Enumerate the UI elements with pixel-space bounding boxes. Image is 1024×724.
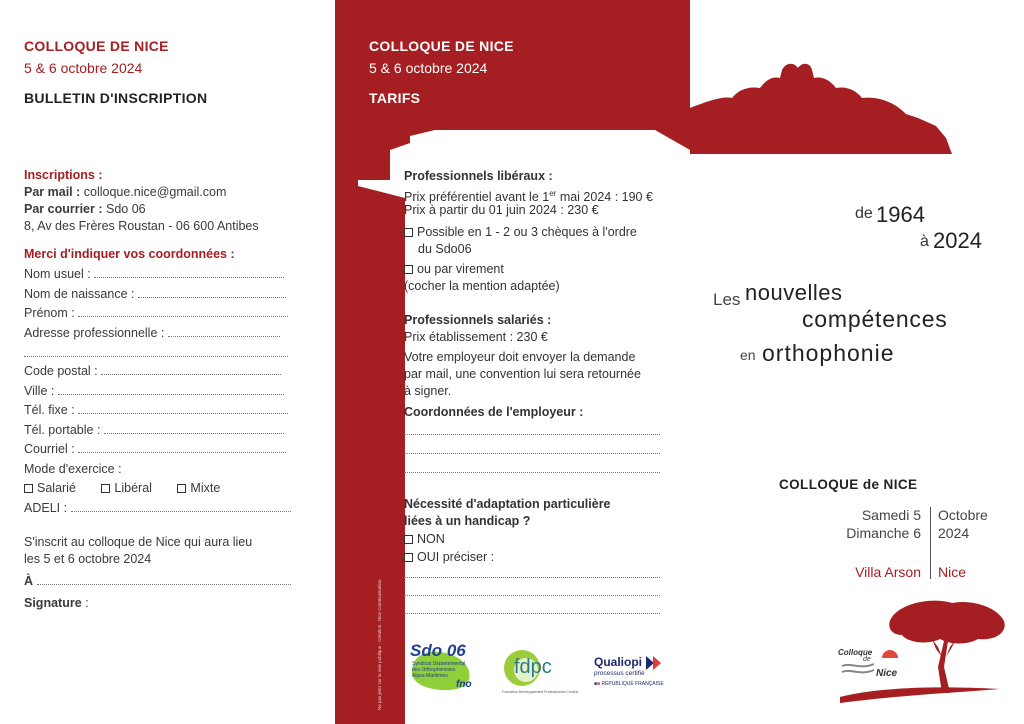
courrier-label: Par courrier : — [24, 202, 103, 216]
price-text: Prix préférentiel avant le 1 — [404, 190, 550, 205]
les-label: Les — [713, 290, 741, 309]
field-label: Prénom : — [24, 306, 75, 320]
fdpc-text: fdpc — [514, 656, 552, 678]
year-2024: 2024 — [933, 228, 982, 253]
checkbox-oui[interactable] — [404, 549, 494, 566]
sal-price: Prix établissement : 230 € — [404, 330, 548, 344]
handicap-heading-1: Nécessité d'adaptation particulière — [404, 497, 611, 511]
logo-text-nice: Nice — [876, 668, 898, 679]
employer-heading: Coordonnées de l'employeur : — [404, 405, 584, 419]
sdo-title: Sdo 06 — [410, 641, 466, 660]
credits-vertical: Ne pas jeter sur la voie publique - Création : Nice Communication — [377, 579, 382, 710]
field-prenom[interactable] — [24, 306, 288, 320]
address-line-2[interactable] — [24, 356, 288, 357]
option-label: Mixte — [190, 481, 221, 495]
colloque-de-nice: COLLOQUE de NICE — [779, 477, 918, 492]
option-cheques-cont: du Sdo06 — [418, 242, 472, 256]
city: Nice — [938, 564, 967, 580]
waves-icon — [840, 660, 876, 678]
left-dates: 5 & 6 octobre 2024 — [24, 60, 143, 76]
address: 8, Av des Frères Roustan - 06 600 Antibes — [24, 219, 259, 233]
nouvelles-word: nouvelles — [745, 280, 843, 305]
logo-text-de: de — [863, 656, 871, 663]
date-divider — [930, 507, 931, 579]
sal-text-3: à signer. — [404, 384, 452, 398]
field-tel-fixe[interactable] — [24, 403, 288, 417]
field-label: Adresse professionnelle : — [24, 326, 165, 340]
lib-heading: Professionnels libéraux : — [404, 169, 553, 183]
de-label: de — [855, 205, 873, 222]
handicap-line-2[interactable] — [404, 595, 660, 596]
field-label: Nom usuel : — [24, 267, 91, 281]
month: Octobre — [938, 507, 988, 523]
field-adeli[interactable] — [24, 501, 291, 515]
year: 2024 — [938, 525, 970, 541]
fdpc-sub: Formation Développement Professionnel Continu — [502, 690, 579, 694]
field-label: Code postal : — [24, 364, 98, 378]
fno-text: fno — [456, 679, 472, 690]
qualiopi-sub: processus certifié — [594, 670, 645, 677]
fdpc-logo — [502, 648, 579, 696]
field-label: Signature — [24, 596, 82, 610]
option-virement[interactable] — [404, 261, 504, 278]
mid-dates: 5 & 6 octobre 2024 — [369, 60, 488, 76]
mail-label: Par mail : — [24, 185, 81, 199]
field-mode-exercice: Mode d'exercice : — [24, 462, 122, 476]
sdo-sub-3: Alpes-Maritimes — [412, 673, 448, 679]
inscriptions-label: Inscriptions : — [24, 168, 103, 182]
sal-heading: Professionnels salariés : — [404, 313, 552, 327]
handicap-line-1[interactable] — [404, 577, 660, 578]
field-code-postal[interactable] — [24, 364, 281, 378]
field-nom-naissance[interactable] — [24, 287, 286, 301]
employer-line-1[interactable] — [404, 434, 660, 435]
lib-price-2: Prix à partir du 01 juin 2024 : 230 € — [404, 203, 599, 217]
price-text: mai 2024 : 190 € — [556, 190, 653, 205]
qualiopi-logo — [594, 655, 668, 689]
competences-word: compétences — [802, 306, 948, 332]
checkbox-liberal[interactable] — [101, 481, 152, 495]
villa-roof — [690, 58, 960, 154]
mode-options — [24, 481, 220, 495]
mid-org-title: COLLOQUE DE NICE — [369, 38, 514, 54]
field-label: Nom de naissance : — [24, 287, 135, 301]
option-label: ou par virement — [417, 262, 504, 276]
tarifs-title: TARIFS — [369, 90, 421, 106]
field-label: Ville : — [24, 384, 55, 398]
rf-text: ■■ RÉPUBLIQUE FRANÇAISE — [594, 681, 664, 687]
field-tel-portable[interactable] — [24, 423, 284, 437]
qualiopi-text: Qualiopi — [594, 655, 642, 669]
field-adresse[interactable] — [24, 326, 280, 340]
checkbox-mixte[interactable] — [177, 481, 220, 495]
field-label: Tél. fixe : — [24, 403, 75, 417]
signature-colon: : — [81, 596, 89, 610]
en-label: en — [740, 347, 756, 363]
sdo-sub-1: Syndicat Départemental — [412, 661, 466, 667]
field-signature[interactable] — [24, 596, 89, 610]
option-label: OUI préciser : — [417, 550, 495, 564]
field-a[interactable] — [24, 574, 291, 588]
field-label: À — [24, 574, 34, 588]
day-1: Samedi 5 — [861, 507, 921, 523]
field-ville[interactable] — [24, 384, 284, 398]
option-label: Possible en 1 - 2 ou 3 chèques à l'ordre — [417, 225, 637, 239]
lib-note: (cocher la mention adaptée) — [404, 279, 560, 293]
mail-value[interactable]: colloque.nice@gmail.com — [83, 185, 227, 199]
field-label: ADELI : — [24, 501, 68, 515]
option-label: NON — [417, 532, 445, 546]
sal-text-1: Votre employeur doit envoyer la demande — [404, 350, 636, 364]
year-1964: 1964 — [876, 202, 925, 227]
sal-text-2: par mail, une convention lui sera retournée — [404, 367, 641, 381]
field-label: Tél. portable : — [24, 423, 101, 437]
bulletin-title: BULLETIN D'INSCRIPTION — [24, 90, 208, 106]
checkbox-salarie[interactable] — [24, 481, 76, 495]
sdo06-logo — [408, 641, 478, 693]
sun-icon — [880, 646, 900, 660]
handicap-heading-2: liées à un handicap ? — [404, 514, 531, 528]
checkbox-non[interactable] — [404, 531, 445, 548]
inscrit-line-2: les 5 et 6 octobre 2024 — [24, 552, 152, 566]
left-org-title: COLLOQUE DE NICE — [24, 38, 169, 54]
logo-text-colloque: Colloque — [838, 648, 873, 657]
option-label: Libéral — [114, 481, 152, 495]
courrier-line — [24, 202, 146, 216]
field-courriel[interactable] — [24, 442, 286, 456]
mail-line — [24, 185, 226, 199]
day-2: Dimanche 6 — [846, 525, 921, 541]
option-label: Salarié — [37, 481, 76, 495]
employer-line-2[interactable] — [404, 453, 660, 454]
coords-heading: Merci d'indiquer vos coordonnées : — [24, 247, 235, 261]
courrier-value: Sdo 06 — [106, 202, 146, 216]
inscrit-line-1: S'inscrit au colloque de Nice qui aura lieu — [24, 535, 253, 549]
option-cheques[interactable] — [404, 224, 637, 241]
handicap-line-3[interactable] — [404, 613, 660, 614]
registration-panel — [0, 0, 335, 724]
a-label: à — [920, 233, 929, 250]
orthophonie-word: orthophonie — [762, 340, 895, 366]
sdo-sub-2: des Orthophonistes — [412, 667, 456, 673]
field-nom-usuel[interactable] — [24, 267, 284, 281]
venue: Villa Arson — [855, 564, 921, 580]
field-label: Courriel : — [24, 442, 75, 456]
employer-line-3[interactable] — [404, 472, 660, 473]
price-sup: er — [549, 189, 557, 198]
rf-label: RÉPUBLIQUE FRANÇAISE — [601, 681, 664, 687]
